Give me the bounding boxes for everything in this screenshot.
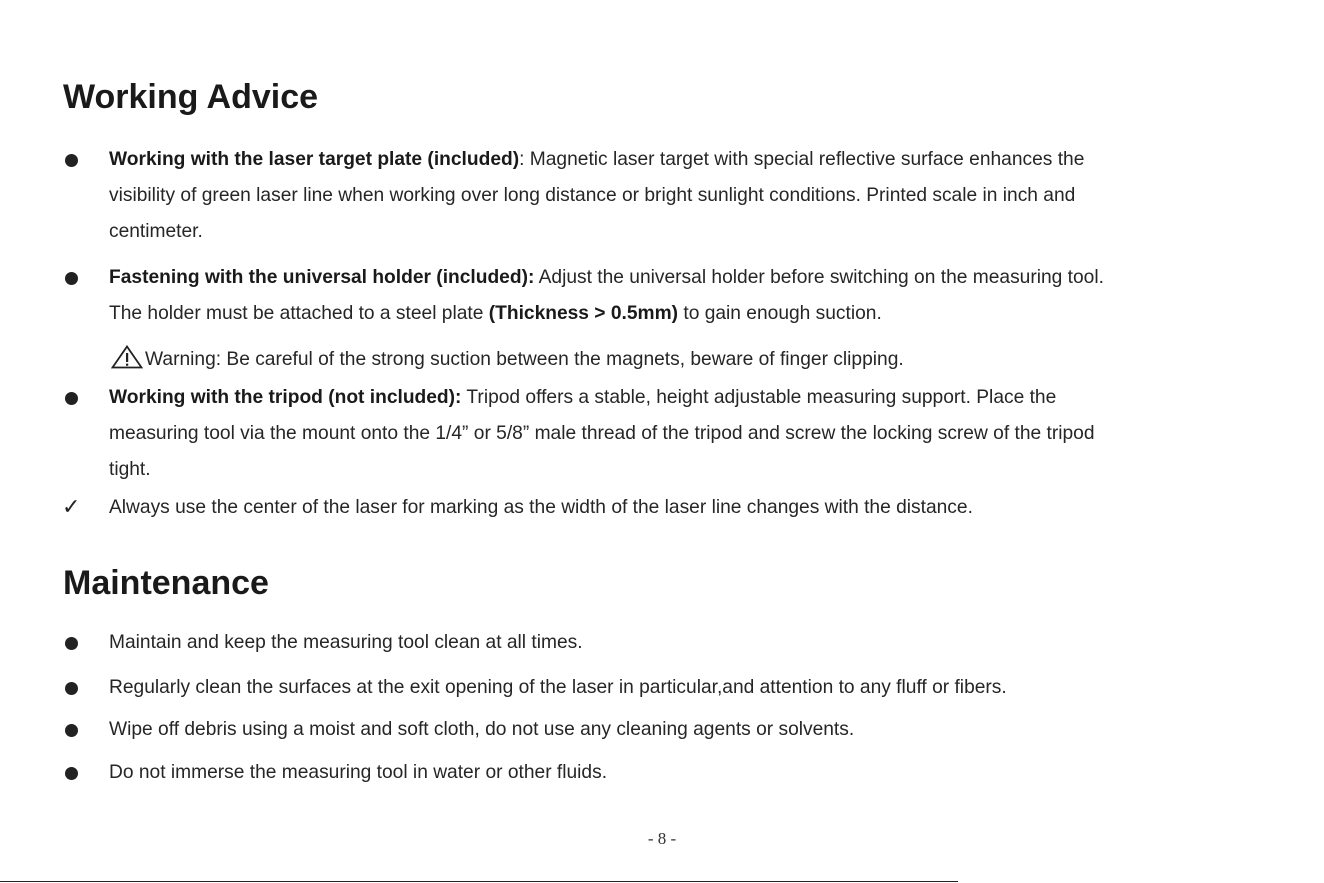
maintenance-item [109,625,1264,661]
bullet-dot-icon [65,682,78,695]
universal-holder-text-2b: to gain enough suction. [678,303,882,324]
page-number: - 8 - [647,829,677,848]
tripod-heading: Working with the tripod (not included): [109,387,462,408]
bullet-dot-icon [65,272,78,285]
thickness-spec: (Thickness > 0.5mm) [488,303,679,324]
bottom-divider [0,881,958,882]
maintenance-item [109,670,1264,706]
laser-target-plate-text-1: : Magnetic laser target with special reflective surface enhances the [519,149,1085,170]
maintenance-item [109,755,1264,791]
maintenance-item [109,712,1264,748]
magnet-warning [111,342,904,378]
warning-triangle-icon [111,345,143,369]
universal-holder-item [109,260,1264,332]
tripod-text-1: Tripod offers a stable, height adjustable measuring support. Place the [461,387,1057,408]
laser-target-plate-text-2: visibility of green laser line when working over long distance or bright sunlight conditions. Printed scale in inch and [109,185,1076,206]
maintenance-heading: Maintenance [63,564,269,602]
laser-center-tip-text: Always use the center of the laser for marking as the width of the laser line changes with the distance. [109,497,973,518]
laser-target-plate-item [109,142,1264,250]
tripod-item [109,380,1264,488]
tripod-text-2: measuring tool via the mount onto the 1/4” or 5/8” male thread of the tripod and screw the locking screw of the tripod [109,423,1095,444]
bullet-dot-icon [65,767,78,780]
working-advice-heading: Working Advice [63,78,319,116]
universal-holder-text-2a: The holder must be attached to a steel plate [109,303,489,324]
maintenance-item-text: Maintain and keep the measuring tool clean at all times. [109,632,583,653]
magnet-warning-text: Warning: Be careful of the strong suction between the magnets, beware of finger clipping. [145,349,904,370]
universal-holder-text-1: Adjust the universal holder before switching on the measuring tool. [534,267,1104,288]
bullet-dot-icon [65,392,78,405]
bullet-dot-icon [65,724,78,737]
maintenance-item-text: Wipe off debris using a moist and soft cloth, do not use any cleaning agents or solvents. [109,719,855,740]
tripod-text-3: tight. [109,459,151,480]
universal-holder-heading: Fastening with the universal holder (included): [109,267,535,288]
bullet-dot-icon [65,637,78,650]
maintenance-item-text: Do not immerse the measuring tool in water or other fluids. [109,762,608,783]
laser-center-tip [109,490,1264,526]
checkmark-icon: ✓ [62,495,81,520]
maintenance-item-text: Regularly clean the surfaces at the exit opening of the laser in particular,and attention to any fluff or fibers. [109,677,1007,698]
laser-target-plate-heading: Working with the laser target plate (included) [109,149,520,170]
bullet-dot-icon [65,154,78,167]
laser-target-plate-text-3: centimeter. [109,221,203,242]
